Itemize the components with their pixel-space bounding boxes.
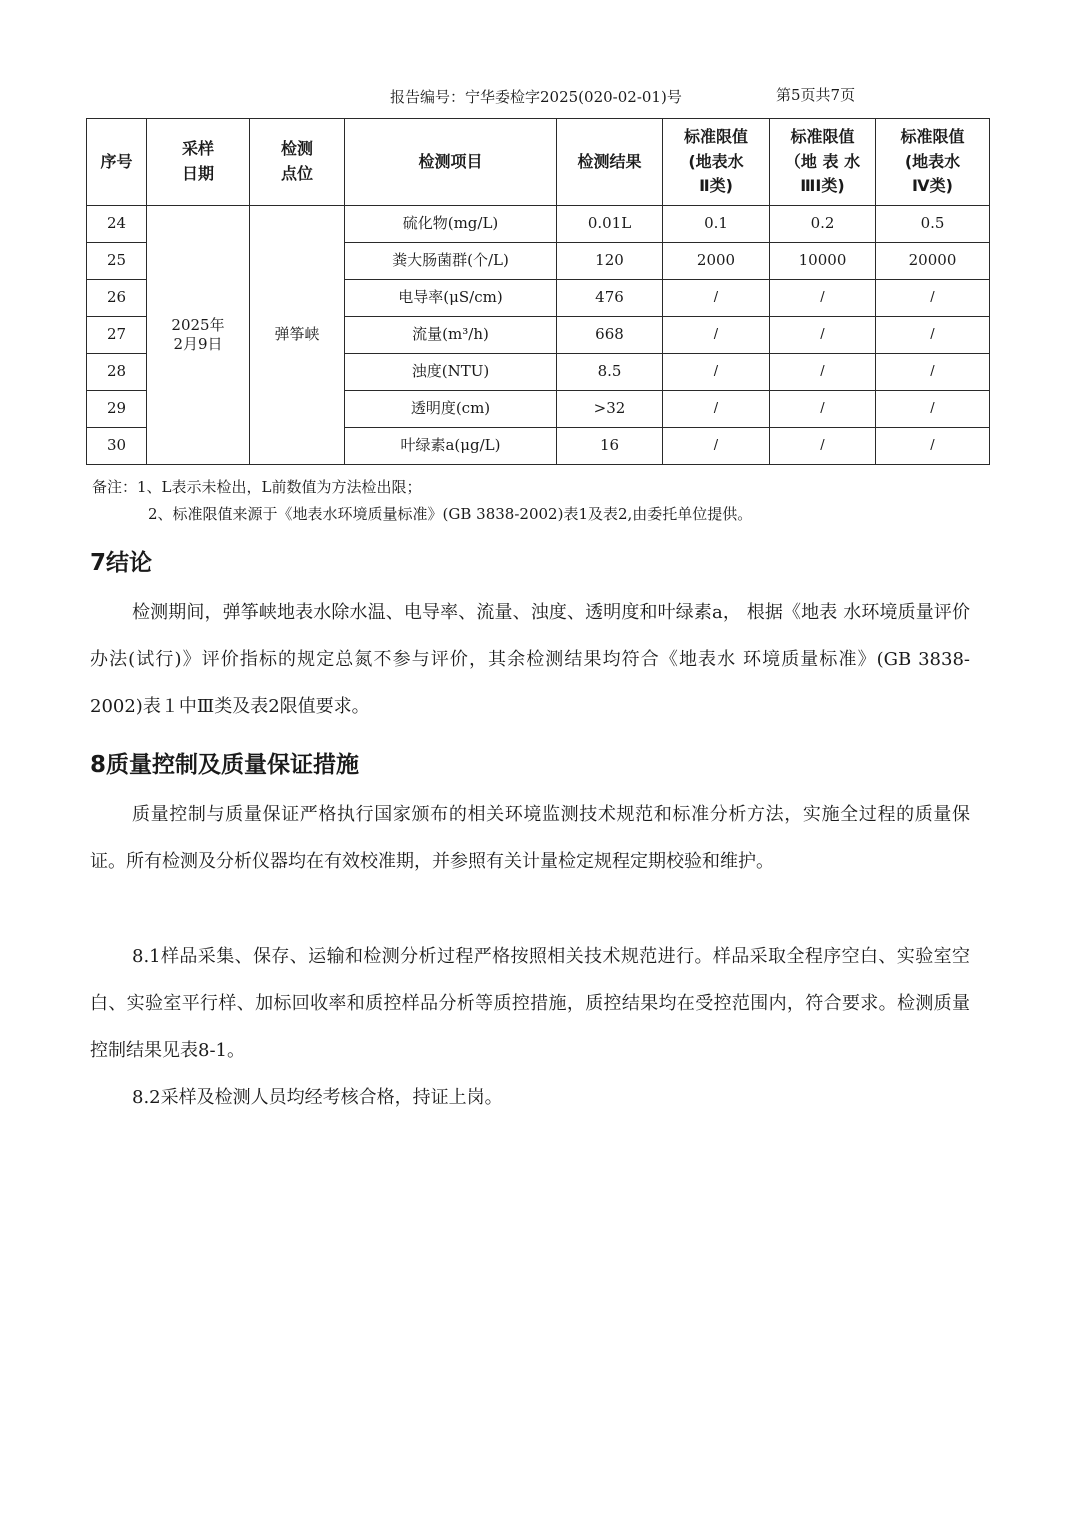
cell-result: >32 (557, 391, 663, 428)
cell-std3: / (770, 317, 876, 354)
section-7-title: 7结论 (90, 550, 153, 576)
header-result: 检测结果 (557, 119, 663, 206)
cell-item: 电导率(μS/cm) (345, 280, 557, 317)
section-8-paragraph-3: 8.2采样及检测人员均经考核合格，持证上岗。 (132, 1087, 503, 1108)
header-sample-date: 采样 日期 (147, 119, 250, 206)
cell-std2: 0.1 (663, 206, 770, 243)
header-standard-class2: 标准限值 (地表水 Ⅱ类) (663, 119, 770, 206)
cell-result: 0.01L (557, 206, 663, 243)
header-standard-class4: 标准限值 (地表水 Ⅳ类) (876, 119, 990, 206)
section-8-title: 8质量控制及质量保证措施 (90, 752, 360, 778)
cell-std4: / (876, 354, 990, 391)
cell-item: 流量(m³/h) (345, 317, 557, 354)
cell-seq: 24 (87, 206, 147, 243)
cell-result: 16 (557, 428, 663, 465)
cell-seq: 29 (87, 391, 147, 428)
results-table (86, 118, 990, 465)
cell-result: 120 (557, 243, 663, 280)
cell-result: 668 (557, 317, 663, 354)
cell-std3: 10000 (770, 243, 876, 280)
cell-sample-date: 2025年 2月9日 (147, 206, 250, 465)
cell-std3: / (770, 428, 876, 465)
cell-seq: 25 (87, 243, 147, 280)
cell-item: 浊度(NTU) (345, 354, 557, 391)
table-header-row (87, 119, 990, 206)
cell-result: 8.5 (557, 354, 663, 391)
cell-std4: 0.5 (876, 206, 990, 243)
cell-sample-point: 弹筝峡 (250, 206, 345, 465)
cell-std4: / (876, 428, 990, 465)
cell-item: 透明度(cm) (345, 391, 557, 428)
page-header (0, 86, 1075, 110)
cell-std2: / (663, 391, 770, 428)
cell-std2: / (663, 354, 770, 391)
cell-seq: 30 (87, 428, 147, 465)
cell-std3: / (770, 391, 876, 428)
report-number: 报告编号：宁华委检字2025(020-02-01)号 (390, 88, 682, 106)
cell-std2: / (663, 280, 770, 317)
cell-std4: / (876, 317, 990, 354)
section-8-paragraph-2: 8.1样品采集、保存、运输和检测分析过程严格按照相关技术规范进行。样品采取全程序空白、实验室空白、实验室平行样、加标回收率和质控样品分析等质控措施，质控结果均在受控范围内，符合要求。检测质量控制结果见表8-1。 (90, 946, 970, 1061)
section-8-paragraph-1: 质量控制与质量保证严格执行国家颁布的相关环境监测技术规范和标准分析方法，实施全过程的质量保证。所有检测及分析仪器均在有效校准期，并参照有关计量检定规程定期校验和维护。 (90, 804, 970, 872)
cell-item: 叶绿素a(μg/L) (345, 428, 557, 465)
header-item: 检测项目 (345, 119, 557, 206)
cell-seq: 28 (87, 354, 147, 391)
note-1: 备注：1、L表示未检出，L前数值为方法检出限； (92, 478, 422, 496)
table-row (87, 206, 990, 243)
cell-std3: 0.2 (770, 206, 876, 243)
cell-result: 476 (557, 280, 663, 317)
header-sample-point: 检测 点位 (250, 119, 345, 206)
header-standard-class3: 标准限值 （地 表 水 ⅢⅠ类) (770, 119, 876, 206)
cell-std4: / (876, 280, 990, 317)
table-notes (92, 474, 752, 528)
cell-std3: / (770, 280, 876, 317)
cell-std4: 20000 (876, 243, 990, 280)
cell-std4: / (876, 391, 990, 428)
page-number: 第5页共7页 (776, 86, 856, 104)
cell-item: 硫化物(mg/L) (345, 206, 557, 243)
header-seq: 序号 (87, 119, 147, 206)
cell-std2: / (663, 317, 770, 354)
cell-std3: / (770, 354, 876, 391)
cell-std2: / (663, 428, 770, 465)
cell-item: 粪大肠菌群(个/L) (345, 243, 557, 280)
cell-std2: 2000 (663, 243, 770, 280)
note-2: 2、标准限值来源于《地表水环境质量标准》(GB 3838-2002)表1及表2,由委托单位提供。 (148, 505, 753, 523)
cell-seq: 26 (87, 280, 147, 317)
cell-seq: 27 (87, 317, 147, 354)
section-7-paragraph: 检测期间，弹筝峡地表水除水温、电导率、流量、浊度、透明度和叶绿素a， 根据《地表 水环境质量评价办法(试行)》评价指标的规定总氮不参与评价，其余检测结果均符合《地表水 环境质量标准》(GB 3838-2002)表１中Ⅲ类及表2限值要求。 (90, 602, 970, 717)
